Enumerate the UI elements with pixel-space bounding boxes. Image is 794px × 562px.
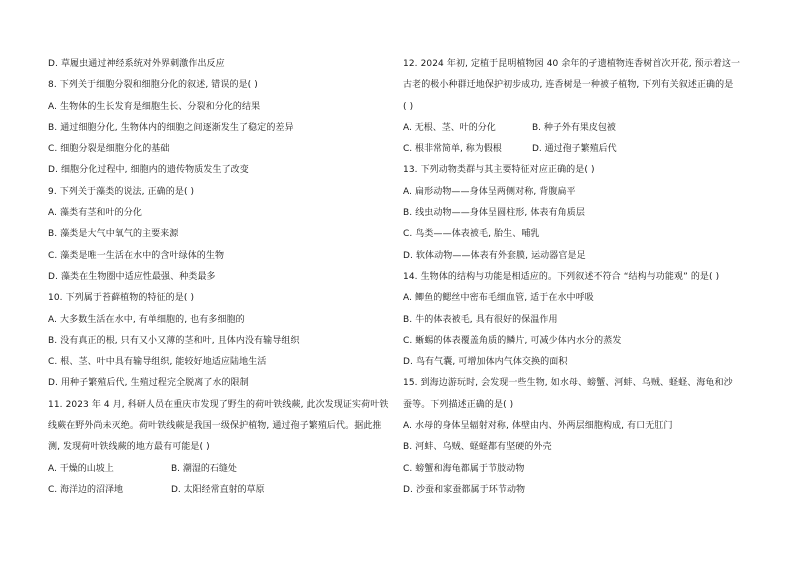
q12-option-d: D. 通过孢子繁殖后代 xyxy=(532,144,617,155)
q12-option-a: A. 无根、茎、叶的分化 xyxy=(403,122,496,133)
left-column xyxy=(48,58,389,505)
q12-options-row2 xyxy=(403,143,749,155)
q10-option-a: A. 大多数生活在水中, 有单细胞的, 也有多细胞的 xyxy=(48,314,245,325)
q15-option-a: A. 水母的身体呈辐射对称, 体壁由内、外两层细胞构成, 有口无肛门 xyxy=(403,421,673,432)
q12-stem-line1: 12. 2024 年初, 定植于昆明植物园 40 余年的孑遗植物连香树首次开花, 预示着这一 xyxy=(403,59,741,69)
q10-stem: 10. 下列属于苔藓植物的特征的是( ) xyxy=(48,293,195,304)
q11-options-row2 xyxy=(48,484,384,496)
q11-stem-line1: 11. 2023 年 4 月, 科研人员在重庆市发现了野生的荷叶铁线蕨, 此次发现证实荷叶铁 xyxy=(48,399,389,410)
q13-option-a: A. 扁形动物——身体呈两侧对称, 背腹扁平 xyxy=(403,186,576,197)
q9-option-a: A. 藻类有茎和叶的分化 xyxy=(48,208,142,219)
q13-option-b: B. 线虫动物——身体呈圆柱形, 体表有角质层 xyxy=(403,208,585,219)
q9-option-d: D. 藻类在生物圈中适应性最强、种类最多 xyxy=(48,271,216,282)
q7-option-d: D. 草履虫通过神经系统对外界刺激作出反应 xyxy=(48,59,225,69)
q15-option-b: B. 河蚌、乌贼、蛏蛏都有坚硬的外壳 xyxy=(403,442,552,453)
q9-option-b: B. 藻类是大气中氧气的主要来源 xyxy=(48,229,179,240)
q11-stem-line3: 测, 发现荷叶铁线蕨的地方最有可能是( ) xyxy=(48,442,210,453)
q9-stem: 9. 下列关于藻类的说法, 正确的是( ) xyxy=(48,186,195,197)
q15-option-d: D. 沙蚕和家蚕都属于环节动物 xyxy=(403,484,526,495)
q11-option-c: C. 海洋边的沼泽地 xyxy=(48,484,124,495)
q10-option-c: C. 根、茎、叶中具有输导组织, 能较好地适应陆地生活 xyxy=(48,357,267,368)
right-column xyxy=(403,58,749,505)
q10-option-b: B. 没有真正的根, 只有又小又薄的茎和叶, 且体内没有输导组织 xyxy=(48,335,300,346)
q13-stem: 13. 下列动物类群与其主要特征对应正确的是( ) xyxy=(403,165,595,176)
q15-stem-line1: 15. 到海边游玩时, 会发现一些生物, 如水母、螃蟹、河蚌、乌贼、蛏蛏、海龟和沙 xyxy=(403,378,733,389)
q15-option-c: C. 螃蟹和海龟都属于节肢动物 xyxy=(403,463,525,474)
q13-option-d: D. 软体动物——体表有外套膜, 运动器官是足 xyxy=(403,250,586,261)
q14-option-a: A. 鲫鱼的鳃丝中密布毛细血管, 适于在水中呼吸 xyxy=(403,293,594,304)
q13-option-c: C. 鸟类——体表被毛, 胎生、哺乳 xyxy=(403,229,540,240)
q11-stem-line2: 线蕨在野外尚未灭绝。荷叶铁线蕨是我国一级保护植物, 通过孢子繁殖后代。据此推 xyxy=(48,421,382,432)
q12-stem-line2: 古老的极小种群迁地保护初步成功, 连香树是一种被子植物, 下列有关叙述正确的是 xyxy=(403,80,734,91)
q11-option-d: D. 太阳经常直射的草原 xyxy=(171,484,265,495)
q12-option-b: B. 种子外有果皮包被 xyxy=(532,122,616,133)
q14-option-c: C. 蜥蜴的体表覆盖角质的鳞片, 可减少体内水分的蒸发 xyxy=(403,335,622,346)
q11-option-a: A. 干燥的山坡上 xyxy=(48,463,114,474)
q9-option-c: C. 藻类是唯一生活在水中的含叶绿体的生物 xyxy=(48,250,225,261)
q14-option-d: D. 鸟有气囊, 可增加体内气体交换的面积 xyxy=(403,357,568,368)
q11-option-b: B. 潮湿的石缝处 xyxy=(171,463,237,474)
q14-option-b: B. 牛的体表被毛, 具有很好的保温作用 xyxy=(403,314,558,325)
q8-option-b: B. 通过细胞分化, 生物体内的细胞之间逐渐发生了稳定的差异 xyxy=(48,122,294,133)
q12-options-row1 xyxy=(403,122,749,134)
q15-stem-line2: 蚕等。下列描述正确的是( ) xyxy=(403,399,514,410)
q10-option-d: D. 用种子繁殖后代, 生殖过程完全脱离了水的限制 xyxy=(48,378,249,389)
q8-option-a: A. 生物体的生长发育是细胞生长、分裂和分化的结果 xyxy=(48,101,261,112)
q11-options-row1 xyxy=(48,463,384,475)
q8-stem: 8. 下列关于细胞分裂和细胞分化的叙述, 错误的是( ) xyxy=(48,80,258,91)
q14-stem: 14. 生物体的结构与功能是相适应的。下列叙述不符合 “结构与功能观” 的是( ) xyxy=(403,271,720,282)
q8-option-c: C. 细胞分裂是细胞分化的基础 xyxy=(48,144,170,155)
q12-option-c: C. 根非常简单, 称为假根 xyxy=(403,144,502,155)
q8-option-d: D. 细胞分化过程中, 细胞内的遗传物质发生了改变 xyxy=(48,165,249,176)
q12-stem-line3: ( ) xyxy=(403,101,414,112)
